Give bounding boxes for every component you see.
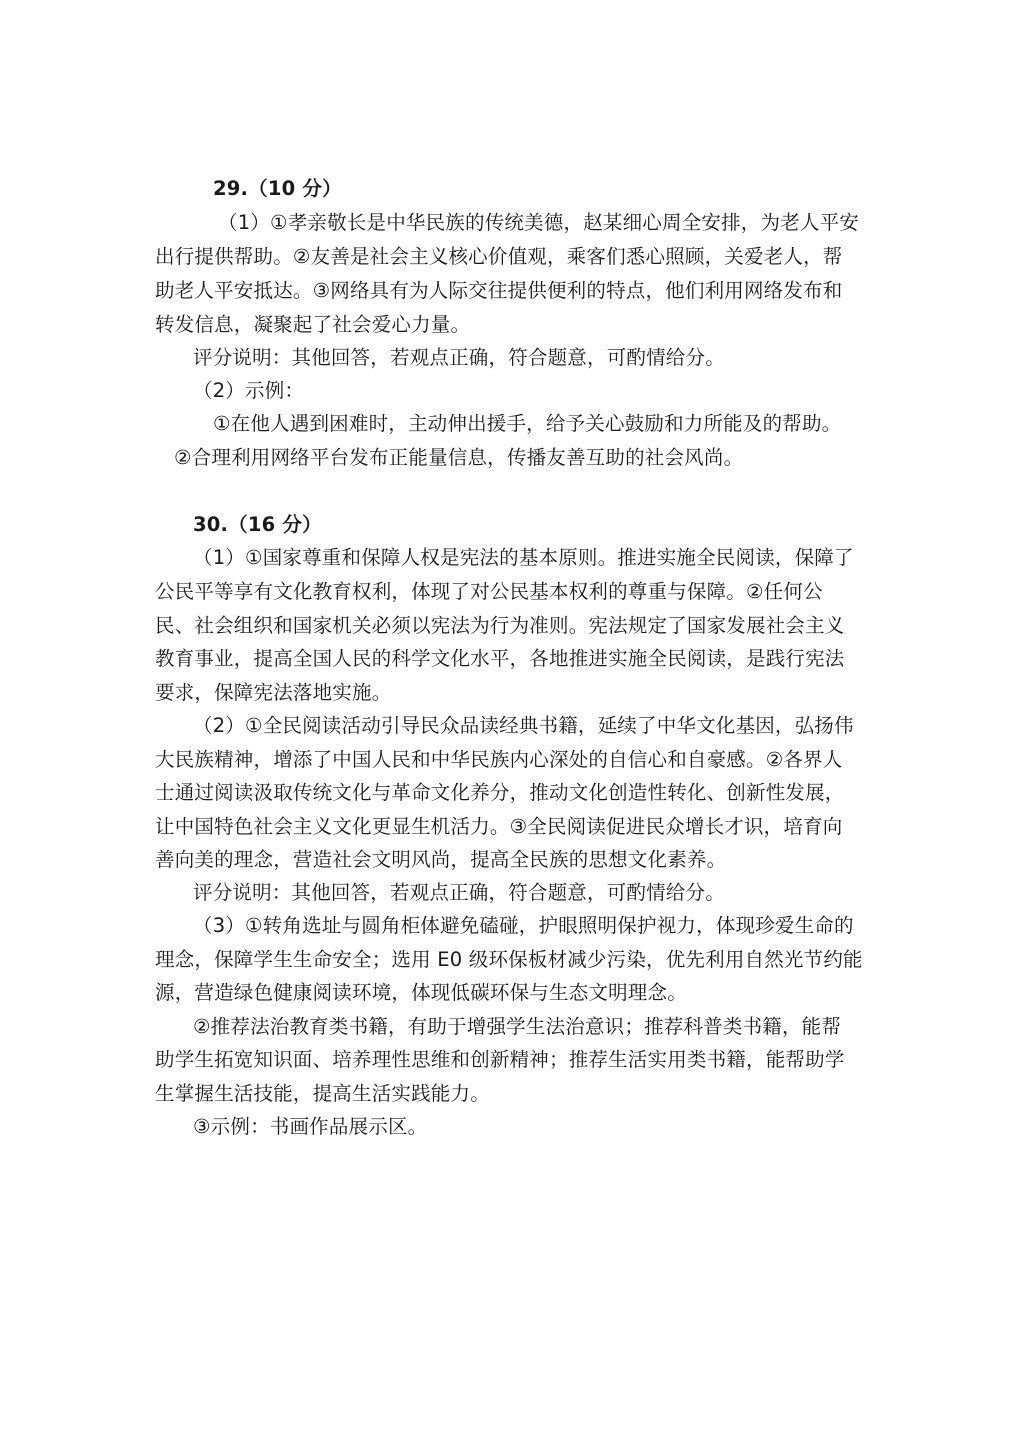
q29-heading: 29.（10 分） <box>213 177 342 200</box>
q30-scoring-note: 评分说明：其他回答，若观点正确，符合题意，可酌情给分。 <box>193 881 725 904</box>
q30-line: （2）①全民阅读活动引导民众品读经典书籍，延续了中华文化基因，弘扬伟 <box>193 714 854 737</box>
q30-line: 助学生拓宽知识面、培养理性思维和创新精神；推荐生活实用类书籍，能帮助学 <box>155 1048 845 1071</box>
q30-line: 士通过阅读汲取传统文化与革命文化养分，推动文化创造性转化、创新性发展， <box>155 781 845 804</box>
q30-line: 理念，保障学生生命安全；选用 E0 级环保板材减少污染，优先利用自然光节约能 <box>155 948 863 971</box>
q30-line: 生掌握生活技能，提高生活实践能力。 <box>155 1082 490 1105</box>
q30-heading: 30.（16 分） <box>193 513 322 536</box>
q30-line: （1）①国家尊重和保障人权是宪法的基本原则。推进实施全民阅读，保障了 <box>193 546 854 569</box>
q30-line: （3）①转角选址与圆角柜体避免磕碰，护眼照明保护视力，体现珍爱生命的 <box>193 914 854 937</box>
q30-line: 要求，保障宪法落地实施。 <box>155 681 392 704</box>
q30-line: 让中国特色社会主义文化更显生机活力。③全民阅读促进民众增长才识，培育向 <box>155 815 843 838</box>
q29-line: （2）示例： <box>193 379 305 402</box>
q30-line: 教育事业，提高全国人民的科学文化水平，各地推进实施全民阅读，是践行宪法 <box>155 647 845 670</box>
q29-line: 助老人平安抵达。③网络具有为人际交往提供便利的特点，他们利用网络发布和 <box>155 279 843 302</box>
q30-line: 大民族精神，增添了中国人民和中华民族内心深处的自信心和自豪感。②各界人 <box>155 748 843 771</box>
q30-line: ②推荐法治教育类书籍，有助于增强学生法治意识；推荐科普类书籍，能帮 <box>193 1015 842 1038</box>
q29-line: ②合理利用网络平台发布正能量信息，传播友善互助的社会风尚。 <box>174 446 744 469</box>
q30-line: 源，营造绿色健康阅读环境，体现低碳环保与生态文明理念。 <box>155 981 687 1004</box>
q29-line: 转发信息，凝聚起了社会爱心力量。 <box>155 313 471 336</box>
q30-line: ③示例：书画作品展示区。 <box>193 1115 428 1138</box>
q30-line: 民、社会组织和国家机关必须以宪法为行为准则。宪法规定了国家发展社会主义 <box>155 614 845 637</box>
q30-line: 公民平等享有文化教育权利，体现了对公民基本权利的尊重与保障。②任何公 <box>155 580 823 603</box>
q30-line: 善向美的理念，营造社会文明风尚，提高全民族的思想文化素养。 <box>155 848 727 871</box>
q29-line: （1）①孝亲敬长是中华民族的传统美德，赵某细心周全安排，为老人平安 <box>218 211 859 234</box>
q29-line: 出行提供帮助。②友善是社会主义核心价值观，乘客们悉心照顾，关爱老人，帮 <box>155 245 843 268</box>
q29-scoring-note: 评分说明：其他回答，若观点正确，符合题意，可酌情给分。 <box>193 346 725 369</box>
q29-line: ①在他人遇到困难时，主动伸出援手，给予关心鼓励和力所能及的帮助。 <box>213 412 842 435</box>
